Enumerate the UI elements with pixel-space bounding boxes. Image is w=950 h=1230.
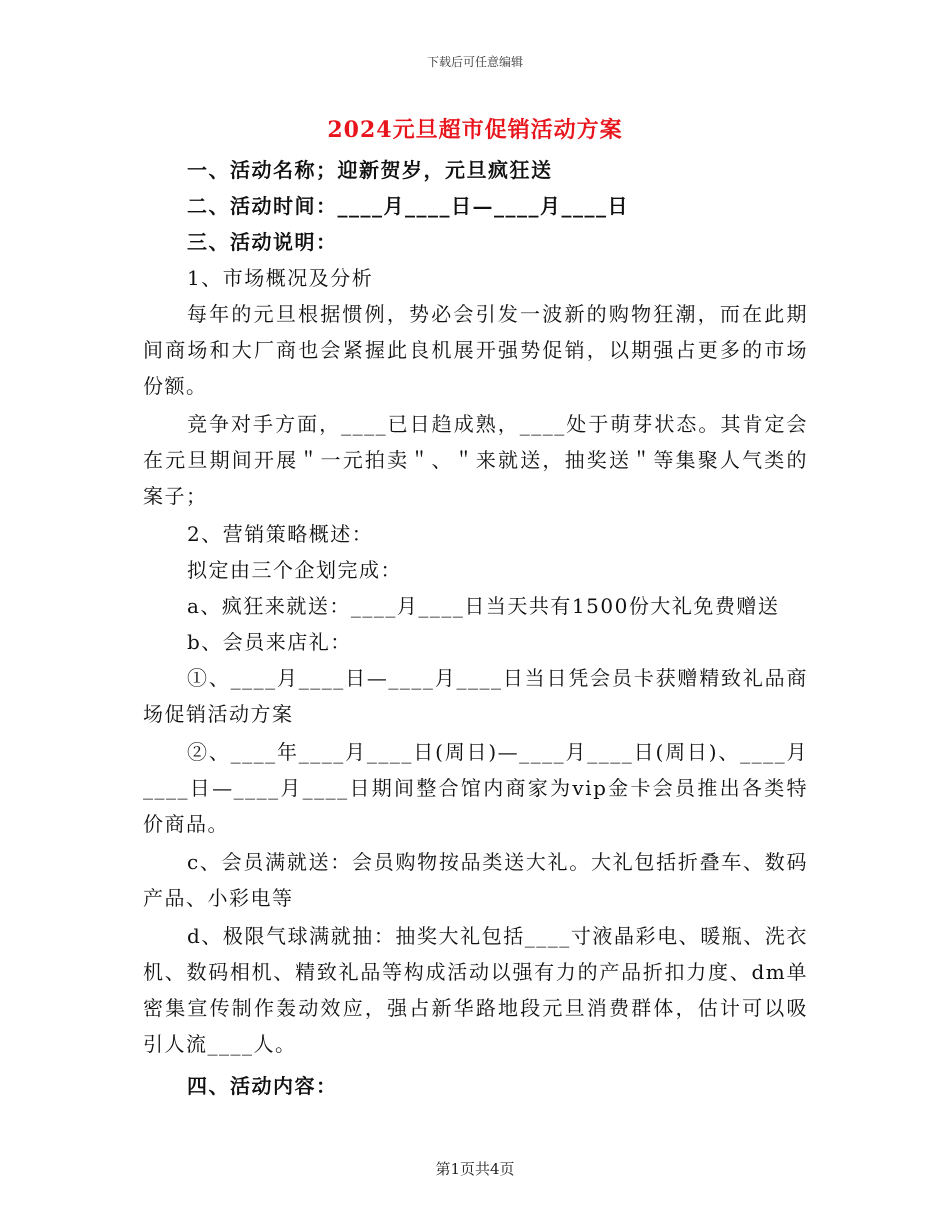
list-item-c: c、会员满就送：会员购物按品类送大礼。大礼包括折叠车、数码产品、小彩电等 — [143, 850, 808, 910]
section-heading-activity-content: 四、活动内容： — [187, 1074, 338, 1098]
subheading-marketing-strategy: 2、营销策略概述： — [187, 522, 374, 546]
document-title: 2024元旦超市促销活动方案 — [327, 117, 623, 143]
list-item-a: a、疯狂来就送：____月____日当天共有1500份大礼免费赠送 — [187, 594, 780, 618]
paragraph-market-overview: 每年的元旦根据惯例，势必会引发一波新的购物狂潮，而在此期间商场和大厂商也会紧握此良机展开强势促销，以期强占更多的市场份额。 — [143, 302, 808, 398]
document-body — [143, 152, 808, 1104]
list-item-b-1: ①、____月____日—____月____日当日凭会员卡获赠精致礼品商场促销活动方案 — [143, 666, 808, 726]
page-number: 第1页共4页 — [435, 1160, 515, 1178]
paragraph-competitors: 竞争对手方面，____已日趋成熟，____处于萌芽状态。其肯定会在元旦期间开展＂一元拍卖＂、＂来就送，抽奖送＂等集聚人气类的案子； — [143, 412, 808, 508]
paragraph-plan-intro: 拟定由三个企划完成： — [187, 558, 402, 582]
list-item-b: b、会员来店礼： — [187, 630, 352, 654]
subheading-market-analysis: 1、市场概况及分析 — [187, 266, 374, 290]
section-heading-activity-description: 三、活动说明： — [187, 230, 338, 254]
header-note: 下载后可任意编辑 — [426, 55, 523, 69]
list-item-d: d、极限气球满就抽：抽奖大礼包括____寸液晶彩电、暖瓶、洗衣机、数码相机、精致礼品等构成活动以强有力的产品折扣力度、dm单密集宣传制作轰动效应，强占新华路地段元旦消费群体，估计可以吸引人流____人。 — [143, 924, 808, 1056]
list-item-b-2: ②、____年____月____日(周日)—____月____日(周日)、____月____日—____月____日期间整合馆内商家为vip金卡会员推出各类特价商品。 — [143, 740, 808, 836]
section-heading-activity-time: 二、活动时间：____月____日—____月____日 — [187, 194, 629, 218]
section-heading-activity-name: 一、活动名称；迎新贺岁，元旦疯狂送 — [187, 158, 553, 182]
